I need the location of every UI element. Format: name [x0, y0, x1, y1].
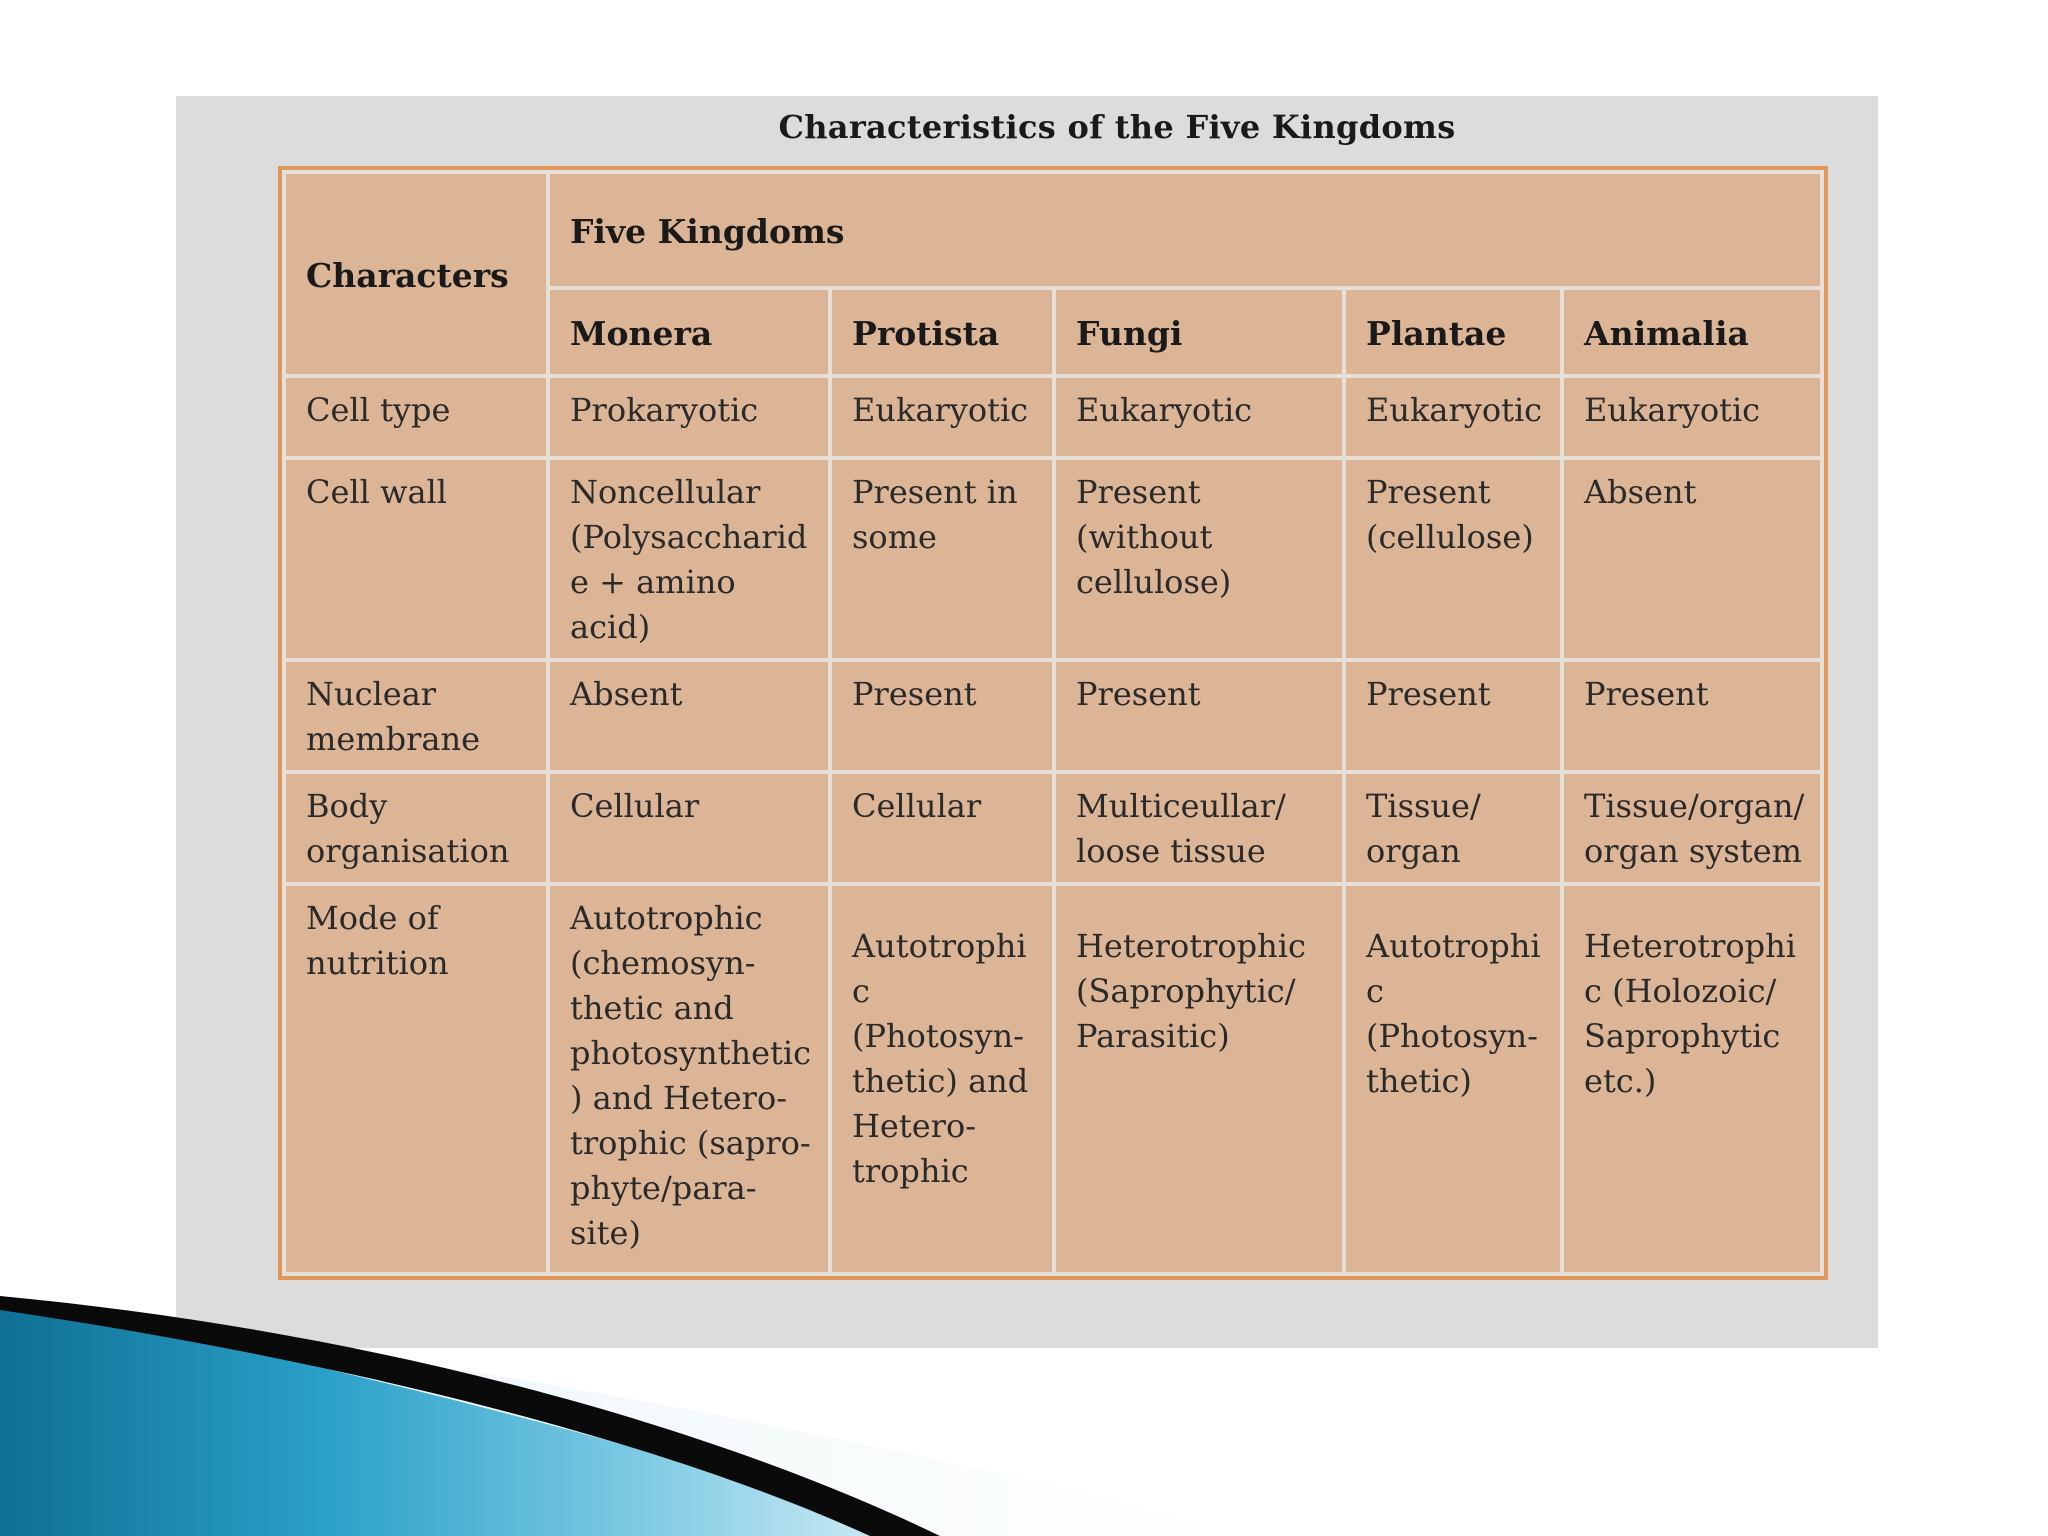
table-cell: Autotrophic (chemosyn-thetic and photosynthetic) and Hetero-trophic (sapro-phyte/para-site): [548, 884, 830, 1274]
table-cell: Cellular: [548, 772, 830, 884]
table-cell: Eukaryotic: [830, 376, 1054, 458]
table-row: [284, 884, 1822, 1274]
table-cell: Tissue/ organ: [1344, 772, 1562, 884]
table-row: [284, 458, 1822, 660]
five-kingdoms-table: [282, 170, 1824, 1276]
five-kingdoms-header: Five Kingdoms: [548, 172, 1822, 288]
table-cell: Eukaryotic: [1344, 376, 1562, 458]
table-cell: Cellular: [830, 772, 1054, 884]
header-row-group: [284, 172, 1822, 288]
row-label-body-organisation: Body organisation: [284, 772, 548, 884]
table-cell: Present: [1054, 660, 1344, 772]
kingdom-header-monera: Monera: [548, 288, 830, 376]
table-panel: [176, 96, 1878, 1348]
table-cell: Absent: [548, 660, 830, 772]
row-label-cell-wall: Cell wall: [284, 458, 548, 660]
table-cell: Absent: [1562, 458, 1822, 660]
kingdom-header-protista: Protista: [830, 288, 1054, 376]
table-cell: Multiceullar/ loose tissue: [1054, 772, 1344, 884]
table-row: [284, 772, 1822, 884]
kingdom-header-animalia: Animalia: [1562, 288, 1822, 376]
row-label-nuclear-membrane: Nuclear membrane: [284, 660, 548, 772]
table-cell: Heterotrophic (Saprophytic/ Parasitic): [1054, 884, 1344, 1274]
table-cell: Present: [1344, 660, 1562, 772]
table-cell: Autotrophic (Photosyn-thetic) and Hetero-trophic: [830, 884, 1054, 1274]
table-row: [284, 376, 1822, 458]
table-cell: Present: [1562, 660, 1822, 772]
table-cell: Autotrophic (Photosyn-thetic): [1344, 884, 1562, 1274]
table-cell: Tissue/organ/ organ system: [1562, 772, 1822, 884]
table-cell: Eukaryotic: [1054, 376, 1344, 458]
kingdom-header-fungi: Fungi: [1054, 288, 1344, 376]
table-cell: Eukaryotic: [1562, 376, 1822, 458]
table-cell: Prokaryotic: [548, 376, 830, 458]
table-cell: Present (cellulose): [1344, 458, 1562, 660]
table-cell: Present: [830, 660, 1054, 772]
table-cell: Present (without cellulose): [1054, 458, 1344, 660]
kingdom-header-plantae: Plantae: [1344, 288, 1562, 376]
table-row: [284, 660, 1822, 772]
table-cell: Noncellular (Polysaccharide + amino acid): [548, 458, 830, 660]
row-label-mode-of-nutrition: Mode of nutrition: [284, 884, 548, 1274]
table-title: Characteristics of the Five Kingdoms: [778, 108, 1456, 146]
table-cell: Present in some: [830, 458, 1054, 660]
characters-header: Characters: [284, 172, 548, 376]
row-label-cell-type: Cell type: [284, 376, 548, 458]
table-cell: Heterotrophic (Holozoic/ Saprophytic etc.): [1562, 884, 1822, 1274]
